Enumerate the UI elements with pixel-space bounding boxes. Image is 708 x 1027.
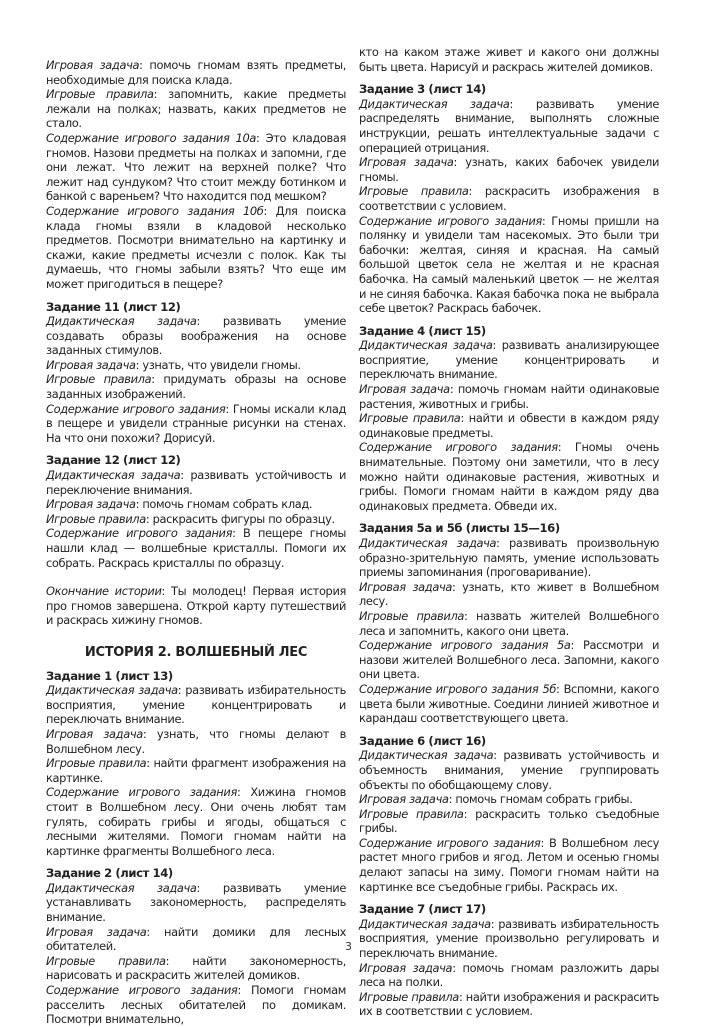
paragraph: Содержание игрового задания 5б: Вспомни, какого цвета были животные. Соедини линией животное и карандаш соответствующего цвета.	[359, 681, 659, 726]
paragraph: Содержание игрового задания: В пещере гномы нашли клад — волшебные кристаллы. Помоги их собрать. Раскрась кристаллы по образцу.	[46, 526, 346, 570]
paragraph: Игровая задача: узнать, что увидели гномы.	[46, 357, 301, 372]
paragraph: Игровые правила: раскрасить фигуры по образцу.	[46, 511, 335, 526]
task-heading: Задание 12 (лист 12)	[46, 453, 181, 468]
task-heading: Задание 7 (лист 17)	[359, 902, 486, 917]
paragraph: Дидактическая задача: развивать умение устанавливать закономерность, распределять внимание.	[46, 880, 347, 925]
paragraph: Дидактическая задача: развивать избирательность восприятия, умение концентрировать и переключать внимание.	[46, 683, 346, 727]
paragraph: Содержание игрового задания: В Волшебном лесу растет много грибов и ягод. Летом и осенью гномы делают запасы на зиму. Помоги гномам найти на картинке все съедобные грибы. Раскрась их.	[359, 835, 659, 894]
task-heading: Задания 5а и 5б (листы 15—16)	[359, 521, 560, 536]
story-ending: Окончание истории: Ты молодец! Первая история про гномов завершена. Открой карту путешествий и раскрась хижину гномов.	[46, 584, 346, 628]
task-heading: Задание 6 (лист 16)	[359, 733, 486, 748]
task-heading: Задание 1 (лист 13)	[46, 668, 173, 683]
paragraph: Игровые правила: найти и обвести в каждом ряду одинаковые предметы.	[359, 411, 659, 440]
paragraph: Игровые правила: найти фрагмент изображения на картинке.	[46, 756, 346, 785]
paragraph: Содержание игрового задания 10а: Это кладовая гномов. Назови предметы на полках и запомни, где они лежат. Что лежит на верхней полке? Что лежит над сундуком? Что стоит между ботинком и банкой с вареньем? Что находится под мешком?	[46, 130, 346, 204]
paragraph: Игровые правила: найти изображения и раскрасить их в соответствии с условием.	[359, 989, 659, 1019]
task-heading: Задание 4 (лист 15)	[359, 323, 486, 338]
paragraph: Содержание игрового задания: Хижина гномов стоит в Волшебном лесу. Они очень любят там гулять, собирать грибы и ягоды, общаться с лесными жителями. Помоги гномам найти на картинке фрагменты Волшебного леса.	[46, 785, 346, 858]
paragraph: Содержание игрового задания: Гномы пришли на полянку и увидели там насекомых. Это были три бабочки: желтая, синяя и красная. На самый большой цветок села не желтая и не красная бабочка. На самый маленький цветок — не желтая и не синяя бабочка. Какая бабочка пока не выбрала себе цветок? Раскрась бабочек.	[359, 213, 659, 316]
paragraph: Содержание игрового задания: Гномы очень внимательные. Поэтому они заметили, что в лесу можно найти одинаковые растения, животных и грибы. Помоги гномам найти в каждом ряду два одинаковых предмета. Обведи их.	[359, 440, 659, 513]
paragraph: Игровые правила: назвать жителей Волшебного леса и запомнить, какого они цвета.	[359, 608, 659, 638]
paragraph: Игровая задача: узнать, что гномы делают в Волшебном лесу.	[46, 726, 346, 756]
page-number: 3	[345, 940, 352, 953]
paragraph: кто на каком этаже живет и какого они должны быть цвета. Нарисуй и раскрась жителей домиков.	[359, 45, 659, 74]
paragraph: Дидактическая задача: развивать произвольную образно-зрительную память, умение использовать приемы запоминания (проговаривание).	[359, 536, 659, 580]
paragraph: Игровая задача: найти домики для лесных обитателей.	[46, 924, 346, 954]
paragraph: Содержание игрового задания: Помоги гномам расселить лесных обитателей по домикам. Посмотри внимательно,	[46, 983, 346, 1027]
paragraph: Игровые правила: раскрасить изображения в соответствии с условием.	[359, 184, 660, 213]
paragraph: Игровая задача: помочь гномам взять предметы, необходимые для поиска клада.	[46, 58, 346, 87]
task-heading: Задание 3 (лист 14)	[359, 82, 486, 97]
paragraph: Дидактическая задача: развивать умение распределять внимание, выполнять сложные инструкции, решать интеллектуальные задачи с операцией отрицания.	[359, 96, 660, 155]
paragraph: Дидактическая задача: развивать устойчивость и переключение внимания.	[46, 468, 346, 497]
paragraph: Дидактическая задача: развивать устойчивость и объемность внимания, умение группировать объекты по обобщающему слову.	[359, 748, 659, 792]
paragraph: Дидактическая задача: развивать избирательность восприятия, умение произвольно регулировать и переключать внимание.	[359, 916, 659, 961]
paragraph: Игровые правила: придумать образы на основе заданных изображений.	[46, 372, 346, 402]
paragraph: Дидактическая задача: развивать умение создавать образы воображения на основе заданных стимулов.	[46, 314, 347, 358]
paragraph: Игровые правила: найти закономерность, нарисовать и раскрасить жителей домиков.	[46, 953, 346, 983]
right-column	[359, 45, 659, 1019]
paragraph: Игровые правила: запомнить, какие предметы лежали на полках; назвать, каких предметов не стало.	[46, 87, 346, 131]
paragraph: Содержание игрового задания: Гномы искали клад в пещере и увидели странные рисунки на стенах. На что они похожи? Дорисуй.	[46, 401, 346, 445]
task-heading: Задание 2 (лист 14)	[46, 866, 173, 881]
paragraph: Игровые правила: раскрасить только съедобные грибы.	[359, 806, 660, 836]
paragraph: Содержание игрового задания 5а: Рассмотри и назови жителей Волшебного леса. Запомни, какого они цвета.	[359, 638, 659, 682]
paragraph: Игровая задача: узнать, каких бабочек увидели гномы.	[359, 155, 659, 184]
paragraph: Дидактическая задача: развивать анализирующее восприятие, умение концентрировать и переключать внимание.	[359, 338, 660, 382]
spacer	[46, 570, 346, 584]
paragraph: Игровая задача: помочь гномам собрать клад.	[46, 497, 313, 512]
paragraph: Игровая задача: помочь гномам разложить дары леса на полки.	[359, 960, 660, 990]
paragraph: Игровая задача: узнать, кто живет в Волшебном лесу.	[359, 579, 659, 609]
story-title: ИСТОРИЯ 2. ВОЛШЕБНЫЙ ЛЕС	[84, 644, 308, 660]
task-heading: Задание 11 (лист 12)	[46, 299, 181, 314]
left-column	[46, 58, 346, 1027]
paragraph: Содержание игрового задания 10б: Для поиска клада гномы взяли в кладовой несколько предметов. Посмотри внимательно на картинку и скажи, какие предметы исчезли с полок. Как ты думаешь, что гномы забыли взять? Что еще им может пригодиться в пещере?	[46, 203, 346, 291]
paragraph: Игровая задача: помочь гномам найти одинаковые растения, животных и грибы.	[359, 382, 660, 411]
paragraph: Игровая задача: помочь гномам собрать грибы.	[359, 792, 633, 807]
